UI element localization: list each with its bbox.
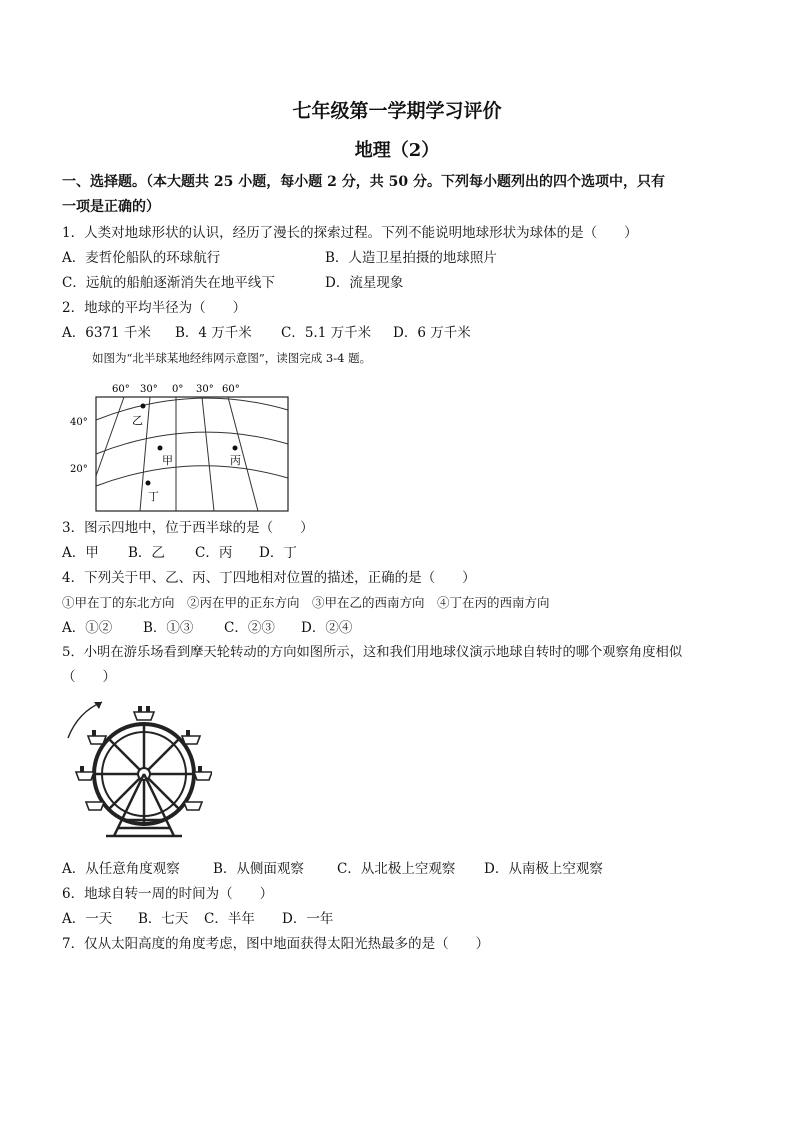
q1-option-d: D．流星现象 [325,275,404,291]
meridian-line [202,397,214,511]
q7-stem: 7．仅从太阳高度的角度考虑，图中地面获得太阳光热最多的是（ ） [62,936,490,952]
q4-option-c: C．②③ [224,620,275,636]
point-ding-marker [146,481,151,486]
graticule-map [62,378,292,513]
latitude-arc [96,398,288,420]
lon-label: 30° [196,384,214,395]
point-bing-label: 丙 [230,454,241,467]
q4-option-b: B．①③ [143,620,194,636]
q2-option-d: D．6 万千米 [393,325,471,341]
q6-option-b: B．七天 [138,911,189,927]
q6-option-a: A．一天 [62,911,113,927]
q6-stem: 6．地球自转一周的时间为（ ） [62,886,274,902]
rotation-arrow [68,702,102,738]
section-heading-line1: 一、选择题。（本大题共 25 小题，每小题 2 分，共 50 分。下列每小题列出的四个选项中，只有 [62,174,665,190]
q1-option-a: A．麦哲伦船队的环球航行 [62,250,221,266]
latitude-arc [96,466,288,486]
lon-label: 60° [222,384,240,395]
lon-label: 0° [172,384,184,395]
point-ding-label: 丁 [148,490,159,503]
q1-option-c: C．远航的船舶逐渐消失在地平线下 [62,275,275,291]
latitude-arc [96,432,288,454]
q4-stem: 4．下列关于甲、乙、丙、丁四地相对位置的描述，正确的是（ ） [62,570,476,586]
point-yi-label: 乙 [132,414,143,427]
ferris-wheel-illustration [62,694,212,844]
map-frame [96,397,288,511]
page-title: 七年级第一学期学习评价 [292,100,502,122]
q3-option-b: B．乙 [128,545,165,561]
q1-stem: 1．人类对地球形状的认识，经历了漫长的探索过程。下列不能说明地球形状为球体的是（ ） [62,225,638,241]
point-jia-label: 甲 [162,454,173,467]
q4-option-d: D．②④ [301,620,353,636]
q2-option-c: C．5.1 万千米 [281,325,372,341]
q6-option-d: D．一年 [282,911,334,927]
q6-option-c: C．半年 [204,911,255,927]
meridian-line [96,397,124,476]
map-intro: 如图为“北半球某地经纬网示意图”，读图完成 3-4 题。 [92,351,372,365]
point-bing-marker [233,446,238,451]
q2-stem: 2．地球的平均半径为（ ） [62,300,247,316]
q3-option-d: D．丁 [259,545,297,561]
q5-option-b: B．从侧面观察 [213,861,304,877]
q5-option-d: D．从南极上空观察 [484,861,603,877]
q4-statements: ①甲在丁的东北方向 ②丙在甲的正东方向 ③甲在乙的西南方向 ④丁在丙的西南方向 [62,595,550,610]
q5-option-c: C．从北极上空观察 [337,861,456,877]
lat-label: 20° [70,464,88,475]
section-heading-line2: 一项是正确的） [62,199,160,215]
q4-option-a: A．①② [62,620,113,636]
lon-label: 60° [112,384,130,395]
q5-stem: 5．小明在游乐场看到摩天轮转动的方向如图所示，这和我们用地球仪演示地球自转时的哪个观察角度相似 [62,645,683,660]
point-jia-marker [158,446,163,451]
q1-option-b: B．人造卫星拍摄的地球照片 [325,250,497,266]
q2-option-a: A．6371 千米 [62,325,151,341]
lat-label: 40° [70,417,88,428]
q3-stem: 3．图示四地中，位于西半球的是（ ） [62,520,314,536]
lon-label: 30° [140,384,158,395]
q5-option-a: A．从任意角度观察 [62,861,180,877]
page-subtitle: 地理（2） [354,140,440,161]
q3-option-c: C．丙 [195,545,233,561]
point-yi-marker [141,404,146,409]
q2-option-b: B．4 万千米 [175,325,252,341]
q3-option-a: A．甲 [62,545,99,561]
q5-stem-blank: （ ） [62,669,116,685]
